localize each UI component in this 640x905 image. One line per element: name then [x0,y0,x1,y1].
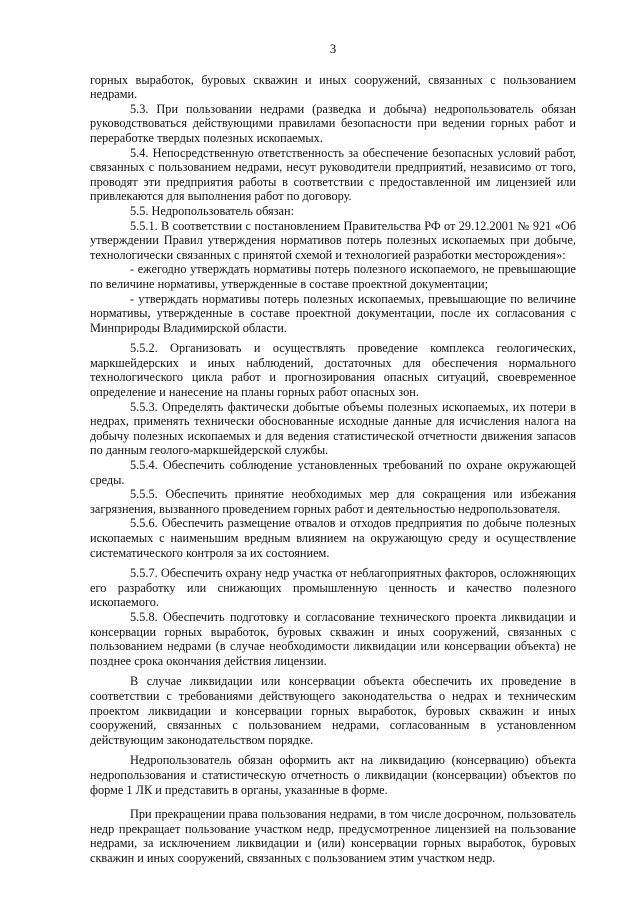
paragraph-liquidation: В случае ликвидации или консервации объекта обеспечить их проведение в соответствии с требованиями действующего законодательства о недрах и техническим проектом ликвидации и консервации горных выработок, буровых скважин и иных сооружений, связанных с пользованием недрами, согласованным в установленном действующим законодательством порядке. [90,674,576,747]
paragraph-5-5-7: 5.5.7. Обеспечить охрану недр участка от неблагоприятных факторов, осложняющих его разработку или снижающих промышленную ценность и качество полезного ископаемого. [90,566,576,610]
paragraph-5-5-2: 5.5.2. Организовать и осуществлять проведение комплекса геологических, маркшейдерских и иных наблюдений, достаточных для обеспечения нормального технологического цикла работ и прогнозирования опасных ситуаций, своевременное определение и нанесение на планы горных работ опасных зон. [90,341,576,400]
paragraph-5-5-8: 5.5.8. Обеспечить подготовку и согласование технического проекта ликвидации и консервации горных выработок, буровых скважин и иных сооружений, связанных с пользованием недрами (в случае необходимости ликвидации или консервации объекта) не позднее срока окончания действия лицензии. [90,609,576,668]
list-item-exceeding-norms: - утверждать нормативы потерь полезных ископаемых, превышающие по величине нормативы, утвержденные в составе проектной документации, после их согласования с Минприроды Владимирской области. [90,291,576,335]
paragraph-5-5-5: 5.5.5. Обеспечить принятие необходимых мер для сокращения или избежания загрязнения, вызванного проведением горных работ и деятельностью недропользователя. [90,487,576,516]
paragraph-5-4: 5.4. Непосредственную ответственность за обеспечение безопасных условий работ, связанных с пользованием недрами, несут руководители предприятий, независимо от того, проводят эти предприятия работы в соответствии с предоставленной им лицензией или привлекаются для выполнения работ по договору. [90,145,576,204]
paragraph-5-5-6: 5.5.6. Обеспечить размещение отвалов и отходов предприятия по добыче полезных ископаемых с наименьшим вредным влиянием на окружающую среду и осуществление систематического контроля за их состоянием. [90,516,576,560]
paragraph-5-3: 5.3. При пользовании недрами (разведка и добыча) недропользователь обязан руководствоваться действующими правилами безопасности при ведении горных работ и переработке твердых полезных ископаемых. [90,101,576,145]
paragraph-1: горных выработок, буровых скважин и иных сооружений, связанных с пользованием недрами. [90,72,576,102]
paragraph-5-5-4: 5.5.4. Обеспечить соблюдение установленных требований по охране окружающей среды. [90,458,576,487]
list-item-annual-norms: - ежегодно утверждать нормативы потерь полезного ископаемого, не превышающие по величине нормативы, утвержденные в составе проектной документации; [90,262,576,291]
paragraph-liquidation-act: Недропользователь обязан оформить акт на ликвидацию (консервацию) объекта недропользования и статистическую отчетность о ликвидации (консервации) объектов по форме 1 ЛК и представить в органы, указанные в форме. [90,753,576,797]
paragraph-5-5-1: 5.5.1. В соответствии с постановлением Правительства РФ от 29.12.2001 № 921 «Об утверждении Правил утверждения нормативов потерь полезных ископаемых при добыче, технологически связанных с принятой схемой и технологией разработки месторождения»: [90,218,576,262]
page-number: 3 [329,41,337,56]
paragraph-5-5-3: 5.5.3. Определять фактически добытые объемы полезных ископаемых, их потери в недрах, применять технически обоснованные исходные данные для исчисления налога на добычу полезных ископаемых и для ведения статистической отчетности движения запасов по данным геолого-маркшейдерской службы. [90,399,576,458]
paragraph-5-5: 5.5. Недропользователь обязан: [130,203,294,218]
paragraph-termination: При прекращении права пользования недрами, в том числе досрочном, пользователь недр прекращает пользование участком недр, предусмотренное лицензией на пользование недрами, за исключением ликвидации и (или) консервации горных выработок, буровых скважин и иных сооружений, связанных с пользованием этим участком недр. [90,807,576,865]
